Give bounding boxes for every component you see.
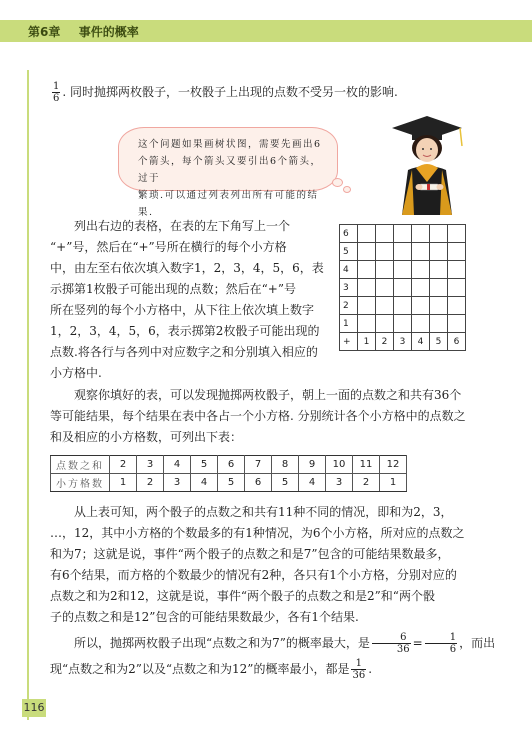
addition-grid xyxy=(339,224,466,351)
grid-row-label: 3 xyxy=(340,279,358,297)
grid-cell xyxy=(394,315,412,333)
grid-cell xyxy=(430,315,448,333)
grid-col-label: 5 xyxy=(430,333,448,351)
grid-row-label: 2 xyxy=(340,297,358,315)
grid-row xyxy=(340,279,466,297)
sum-row xyxy=(51,456,407,474)
sum-count-table xyxy=(50,455,407,492)
sum-row-cell: 12 xyxy=(380,456,407,474)
paragraph-3: 从上表可知，两个骰子的点数之和共有11种不同的情况，即和为2，3， …，12，其中小方格的个数最多的有1种情况，为6个小方格，所对应的点数之 和为7；这就是说，事件“两个骰子的点数之和是7”包含的可能结果数最多， 有6个结果，而方格的个数最少的情况有2种，各只有1个小方格，分别对应的 点数之和为2和12，这就是说，事件“两个骰子的点数之和是2”和“两个骰 子的点数之和是12”包含的可能结果数最少，各有1个结果. xyxy=(50,505,465,624)
count-row-label: 小方格数 xyxy=(51,474,110,492)
count-row-cell: 4 xyxy=(191,474,218,492)
grid-cell xyxy=(358,243,376,261)
grid-cell xyxy=(358,315,376,333)
grid-col-label: 2 xyxy=(376,333,394,351)
count-row-cell: 5 xyxy=(218,474,245,492)
intro-line xyxy=(50,81,398,104)
grid-cell xyxy=(376,261,394,279)
sum-row-cell: 4 xyxy=(164,456,191,474)
sum-row-cell: 7 xyxy=(245,456,272,474)
count-row-cell: 2 xyxy=(353,474,380,492)
grid-cell xyxy=(358,279,376,297)
grid-row xyxy=(340,297,466,315)
count-row-cell: 1 xyxy=(380,474,407,492)
grid-row xyxy=(340,243,466,261)
grid-cell xyxy=(394,279,412,297)
count-row-cell: 2 xyxy=(137,474,164,492)
grid-cell xyxy=(412,243,430,261)
grid-cell xyxy=(412,261,430,279)
grid-row-label: 1 xyxy=(340,315,358,333)
grid-row xyxy=(340,261,466,279)
grid-cell xyxy=(448,243,466,261)
sum-row-cell: 2 xyxy=(110,456,137,474)
grid-cell xyxy=(376,315,394,333)
count-row xyxy=(51,474,407,492)
grid-cell xyxy=(358,225,376,243)
chapter-number: 第6章 xyxy=(28,25,61,39)
grid-cell xyxy=(358,261,376,279)
grid-header-row xyxy=(340,333,466,351)
count-row-cell: 3 xyxy=(326,474,353,492)
sum-row-label: 点数之和 xyxy=(51,456,110,474)
grid-cell xyxy=(394,243,412,261)
grid-col-label: 1 xyxy=(358,333,376,351)
grid-cell xyxy=(448,225,466,243)
sum-row-cell: 5 xyxy=(191,456,218,474)
grid-cell xyxy=(448,315,466,333)
grid-cell xyxy=(376,297,394,315)
count-row-cell: 3 xyxy=(164,474,191,492)
grid-cell xyxy=(394,297,412,315)
sum-row-cell: 10 xyxy=(326,456,353,474)
grid-col-label: 6 xyxy=(448,333,466,351)
fraction-one-sixth: $\frac{1}{6}$ xyxy=(53,81,60,104)
grid-row-label: 4 xyxy=(340,261,358,279)
grid-cell xyxy=(448,261,466,279)
grid-cell xyxy=(394,261,412,279)
grid-col-label: 4 xyxy=(412,333,430,351)
grid-cell xyxy=(394,225,412,243)
chapter-header xyxy=(28,23,139,40)
count-row-cell: 1 xyxy=(110,474,137,492)
intro-text: . 同时抛掷两枚骰子，一枚骰子上出现的点数不受另一枚的影响. xyxy=(62,85,398,99)
sum-row-cell: 3 xyxy=(137,456,164,474)
chapter-title: 事件的概率 xyxy=(78,25,139,39)
count-row-cell: 6 xyxy=(245,474,272,492)
fraction-one-sixth: $\frac{1}{6}$ xyxy=(425,632,457,655)
grid-cell xyxy=(412,225,430,243)
grid-cell xyxy=(376,225,394,243)
grid-cell xyxy=(412,315,430,333)
bubble-dot xyxy=(332,178,343,187)
grid-cell xyxy=(412,279,430,297)
grid-cell xyxy=(430,297,448,315)
grid-row xyxy=(340,315,466,333)
grid-plus-sign: + xyxy=(340,333,358,351)
grid-cell xyxy=(358,297,376,315)
grid-cell xyxy=(430,225,448,243)
grid-cell xyxy=(448,297,466,315)
paragraph-1: 列出右边的表格，在表的左下角写上一个 “+”号，然后在“+”号所在横行的每个小方格 中，由左至右依次填入数字1，2，3，4，5，6，表 示掷第1枚骰子可能出现的点数；然后在“+”号 所在竖列的每个小方格中，从下往上依次填上数字 1，2，3，4，5，6，表示掷第2枚骰子可能出现的 点数.将各行与各列中对应数字之和分别填入相应的 小方格中. xyxy=(50,219,324,380)
grid-cell xyxy=(448,279,466,297)
grid-cell xyxy=(412,297,430,315)
grid-row-label: 6 xyxy=(340,225,358,243)
margin-rule xyxy=(27,70,29,720)
paragraph-2: 观察你填好的表，可以发现抛掷两枚骰子，朝上一面的点数之和共有36个 等可能结果，每个结果在表中各占一个小方格. 分别统计各个小方格中的点数之 和及相应的小方格数，可列出下表： xyxy=(50,388,466,444)
grid-cell xyxy=(376,279,394,297)
fraction-one-36: $\frac{1}{36}$ xyxy=(352,658,366,681)
grid-row xyxy=(340,225,466,243)
graduate-student-illustration xyxy=(372,110,482,215)
grid-cell xyxy=(430,261,448,279)
count-row-cell: 5 xyxy=(272,474,299,492)
paragraph-4: 所以，抛掷两枚骰子出现“点数之和为7”的概率最大，是 $\frac{6}{36}$ = $\frac{1}{6}$ ，而出 现“点数之和为2”以及“点数之和为12”的概率最小，都是 $\frac{1}{36}$ . xyxy=(50,632,496,681)
grid-cell xyxy=(376,243,394,261)
page-number: 116 xyxy=(22,699,46,717)
sum-row-cell: 9 xyxy=(299,456,326,474)
grid-cell xyxy=(430,243,448,261)
fraction-six-36: $\frac{6}{36}$ xyxy=(372,632,411,655)
grid-col-label: 3 xyxy=(394,333,412,351)
bubble-text: 这个问题如果画树状图，需要先画出6 个箭头，每个箭头又要引出6个箭头，过于 繁琐.可以通过列表列出所有可能的结果. xyxy=(138,139,322,218)
sum-row-cell: 6 xyxy=(218,456,245,474)
count-row-cell: 4 xyxy=(299,474,326,492)
grid-cell xyxy=(430,279,448,297)
grid-row-label: 5 xyxy=(340,243,358,261)
sum-row-cell: 11 xyxy=(353,456,380,474)
sum-row-cell: 8 xyxy=(272,456,299,474)
bubble-dot xyxy=(343,186,351,193)
